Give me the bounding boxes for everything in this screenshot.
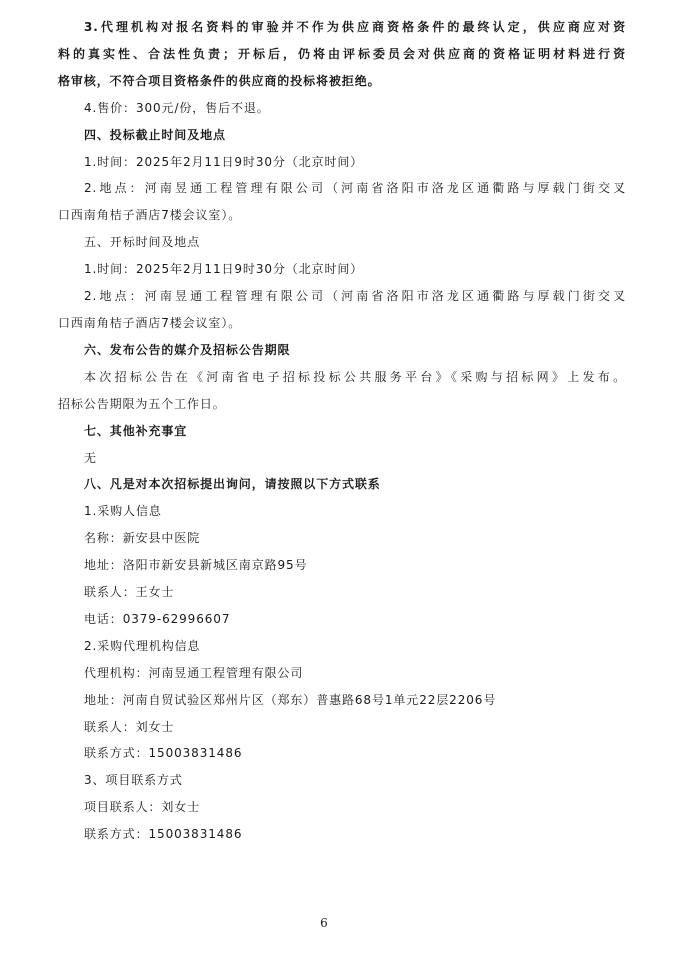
text-line: 联系人：刘女士 — [84, 719, 175, 734]
text-line: 本次招标公告在《河南省电子招标投标公共服务平台》《采购与招标网》上发布。 — [84, 369, 626, 384]
text-line: 2.采购代理机构信息 — [84, 638, 201, 653]
text-line: 2.地点：河南昱通工程管理有限公司（河南省洛阳市洛龙区通衢路与厚载门街交叉 — [84, 181, 626, 196]
text-line: 联系方式：15003831486 — [84, 827, 243, 842]
text-line: 地址：河南自贸试验区郑州片区（郑东）普惠路68号1单元22层2206号 — [84, 692, 497, 707]
text-line: 1.时间：2025年2月11日9时30分（北京时间） — [84, 154, 364, 169]
text-line: 口西南角桔子酒店7楼会议室）。 — [58, 208, 242, 223]
text-line: 联系方式：15003831486 — [84, 746, 243, 761]
text-line: 招标公告期限为五个工作日。 — [58, 396, 226, 411]
text-line: 3、项目联系方式 — [84, 773, 183, 788]
page-number: 6 — [320, 916, 328, 930]
text-line: 名称：新安县中医院 — [84, 531, 201, 546]
text-line: 格审核，不符合项目资格条件的供应商的投标将被拒绝。 — [58, 73, 381, 88]
text-line: 电话：0379-62996607 — [84, 611, 231, 626]
text-line: 4.售价：300元/份，售后不退。 — [84, 100, 270, 115]
text-line: 八、凡是对本次招标提出询问，请按照以下方式联系 — [84, 477, 381, 492]
text-line: 代理机构：河南昱通工程管理有限公司 — [84, 665, 304, 680]
document-body — [58, 14, 626, 848]
text-line: 七、其他补充事宜 — [84, 423, 188, 438]
text-line: 无 — [84, 450, 97, 465]
text-line: 1.采购人信息 — [84, 504, 162, 519]
text-line: 四、投标截止时间及地点 — [84, 127, 226, 142]
text-line: 联系人：王女士 — [84, 585, 175, 600]
text-line: 3.代理机构对报名资料的审验并不作为供应商资格条件的最终认定，供应商应对资 — [84, 20, 626, 34]
text-line: 料的真实性、合法性负责；开标后，仍将由评标委员会对供应商的资格证明材料进行资 — [58, 46, 626, 61]
text-line: 口西南角桔子酒店7楼会议室）。 — [58, 315, 242, 330]
text-line: 2.地点：河南昱通工程管理有限公司（河南省洛阳市洛龙区通衢路与厚载门街交叉 — [84, 289, 626, 304]
text-line: 项目联系人：刘女士 — [84, 800, 201, 815]
text-line: 六、发布公告的媒介及招标公告期限 — [84, 342, 291, 357]
text-line: 1.时间：2025年2月11日9时30分（北京时间） — [84, 262, 364, 277]
text-line: 地址：洛阳市新安县新城区南京路95号 — [84, 558, 308, 573]
text-line: 五、开标时间及地点 — [84, 235, 201, 250]
